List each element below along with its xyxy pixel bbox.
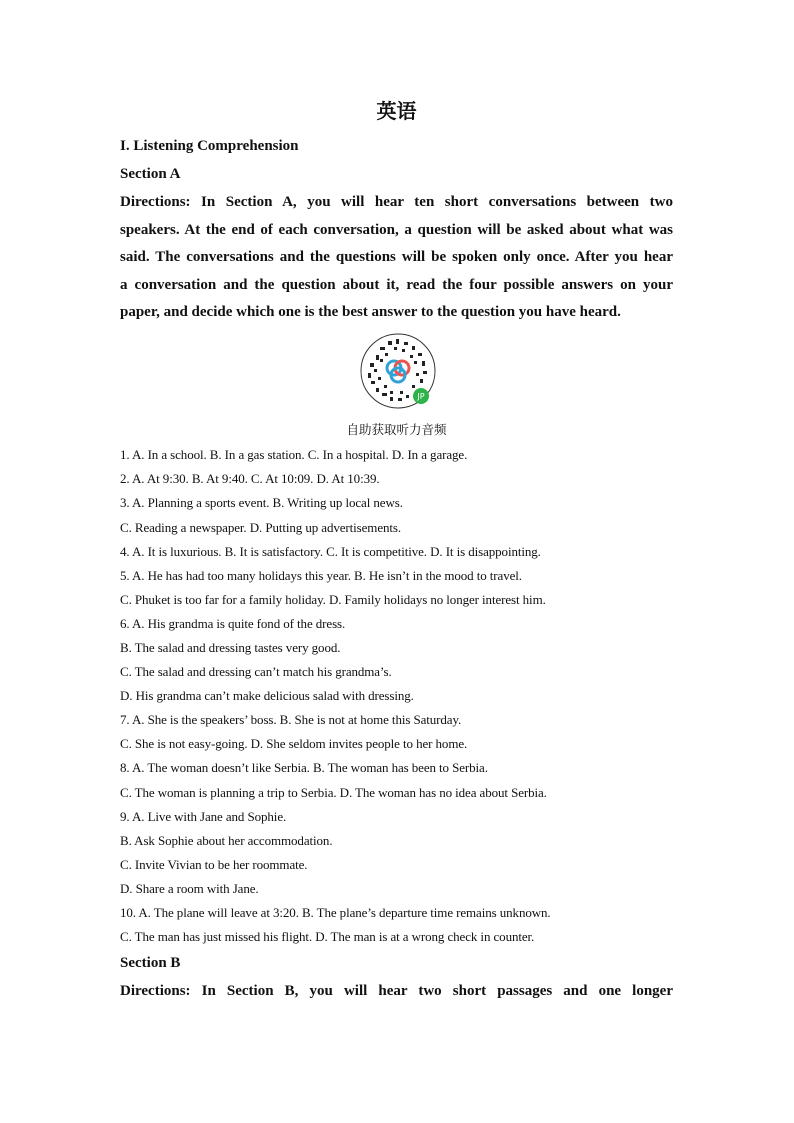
- question-line: 7. A. She is the speakers’ boss. B. She is not at home this Saturday.: [120, 712, 462, 727]
- question-line: 4. A. It is luxurious. B. It is satisfactory. C. It is competitive. D. It is disappointing.: [120, 543, 541, 559]
- question-line: 2. A. At 9:30. B. At 9:40. C. At 10:09. D. At 10:39.: [120, 471, 380, 486]
- question-line: C. Phuket is too far for a family holiday. D. Family holidays no longer interest him.: [120, 591, 546, 607]
- qr-caption: 自助获取听力音频: [346, 422, 447, 437]
- directions-line: said. The conversations and the questions will be spoken only once. After you hear: [120, 249, 673, 265]
- question-line: D. His grandma can’t make delicious salad with dressing.: [120, 688, 414, 703]
- qr-code-icon[interactable]: [360, 333, 436, 409]
- question-line: C. The woman is planning a trip to Serbia. D. The woman has no idea about Serbia.: [120, 784, 547, 800]
- question-line: 6. A. His grandma is quite fond of the dress.: [120, 615, 346, 631]
- question-line: B. Ask Sophie about her accommodation.: [120, 832, 333, 848]
- question-line: 10. A. The plane will leave at 3:20. B. The plane’s departure time remains unknown.: [120, 905, 551, 920]
- question-line: D. Share a room with Jane.: [120, 881, 259, 896]
- directions-line: speakers. At the end of each conversation, a question will be asked about what was: [120, 221, 673, 238]
- directions-line: paper, and decide which one is the best answer to the question you have heard.: [120, 304, 621, 320]
- question-line: 9. A. Live with Jane and Sophie.: [120, 808, 287, 824]
- question-line: C. The man has just missed his flight. D. The man is at a wrong check in counter.: [120, 929, 535, 944]
- section-b-directions: Directions: In Section B, you will hear two short passages and one longer: [120, 983, 673, 999]
- part-heading: I. Listening Comprehension: [120, 138, 299, 154]
- question-line: 1. A. In a school. B. In a gas station. C. In a hospital. D. In a garage.: [120, 447, 468, 462]
- question-line: C. Reading a newspaper. D. Putting up advertisements.: [120, 519, 402, 535]
- question-line: B. The salad and dressing tastes very good.: [120, 639, 341, 655]
- page-title: 英语: [376, 99, 417, 123]
- directions-line: Directions: In Section A, you will hear ten short conversations between two: [120, 194, 673, 210]
- question-line: 3. A. Planning a sports event. B. Writing up local news.: [120, 495, 403, 510]
- directions-line: a conversation and the question about it, read the four possible answers on your: [120, 276, 673, 293]
- section-b-heading: Section B: [120, 955, 181, 971]
- question-line: C. She is not easy-going. D. She seldom invites people to her home.: [120, 736, 468, 751]
- section-a-heading: Section A: [120, 166, 181, 182]
- question-line: C. The salad and dressing can’t match his grandma’s.: [120, 664, 392, 679]
- question-line: 5. A. He has had too many holidays this year. B. He isn’t in the mood to travel.: [120, 567, 522, 583]
- question-line: 8. A. The woman doesn’t like Serbia. B. The woman has been to Serbia.: [120, 760, 488, 775]
- question-line: C. Invite Vivian to be her roommate.: [120, 857, 308, 872]
- svg-text:JP: JP: [417, 392, 425, 401]
